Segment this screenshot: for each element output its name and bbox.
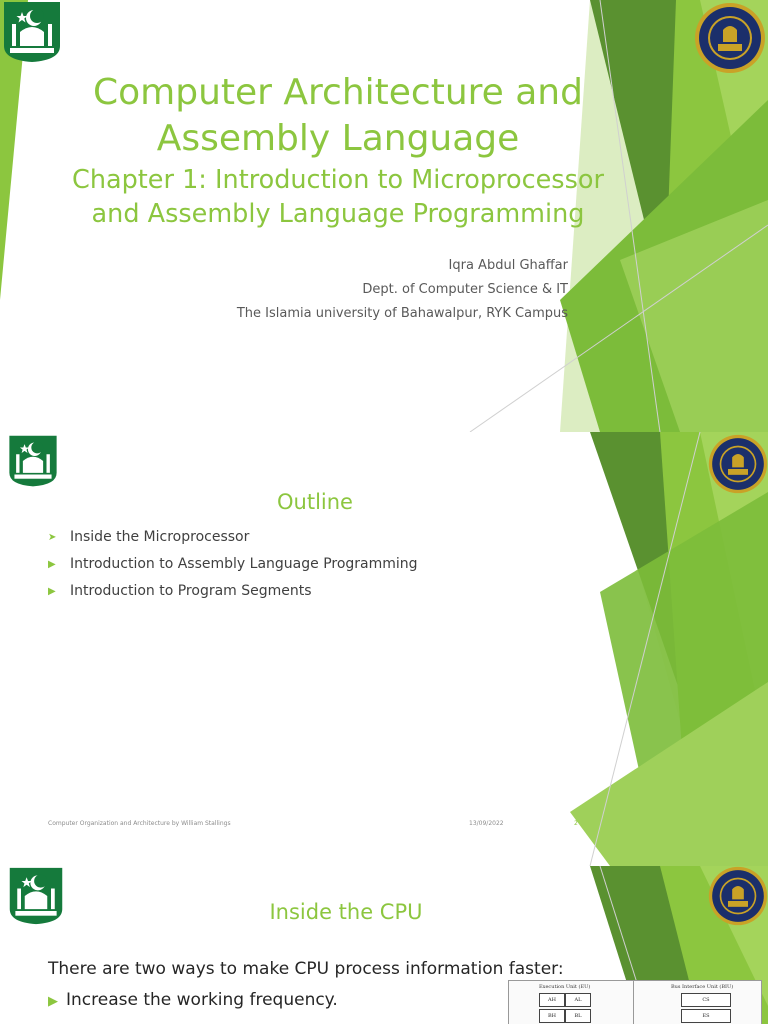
intro-text: There are two ways to make CPU process information faster:: [48, 959, 564, 979]
author-dept: Dept. of Computer Science & IT: [362, 282, 568, 297]
university-crescent-logo-icon: [0, 0, 64, 68]
presentation-title-line1: Computer Architecture and: [93, 72, 583, 113]
biu-header: Bus Interface Unit (BIU): [671, 984, 734, 990]
triangle-right-icon: ▶: [48, 994, 58, 1009]
csit-seal-logo-icon: [708, 866, 768, 930]
triangle-right-icon: ▶: [48, 559, 56, 570]
csit-seal-logo-icon: [708, 434, 768, 498]
footer-date: 13/09/2022: [469, 820, 504, 827]
author-block: [237, 254, 568, 326]
outline-slide: [0, 432, 768, 866]
presentation-title-line2: Assembly Language: [156, 118, 520, 159]
register-bl: BL: [565, 1009, 591, 1023]
list-item: ▶ Introduction to Program Segments: [48, 578, 418, 605]
divider: [633, 981, 634, 1024]
list-item: ▶ Introduction to Assembly Language Programming: [48, 551, 418, 578]
chapter-subtitle-line1: Chapter 1: Introduction to Microprocessor: [72, 165, 604, 195]
arrowhead-small-icon: ➤: [48, 532, 57, 543]
eu-header: Execution Unit (EU): [539, 984, 591, 990]
register-es: ES: [681, 1009, 731, 1023]
register-al: AL: [565, 993, 591, 1007]
list-item: ▶ Increase the working frequency.: [48, 990, 338, 1010]
register-cs: CS: [681, 993, 731, 1007]
title-slide: [0, 0, 768, 432]
chapter-subtitle-line2: and Assembly Language Programming: [91, 199, 585, 229]
author-name: Iqra Abdul Ghaffar: [448, 258, 568, 273]
triangle-right-icon: ▶: [48, 586, 56, 597]
footer-source: Computer Organization and Architecture by William Stallings: [48, 820, 231, 827]
inside-cpu-slide: [0, 866, 768, 1024]
list-item: ➤ Inside the Microprocessor: [48, 524, 418, 551]
cpu-block-diagram: [508, 980, 762, 1024]
csit-seal-logo-icon: [694, 2, 766, 78]
register-ah: AH: [539, 993, 565, 1007]
register-bh: BH: [539, 1009, 565, 1023]
footer-page-number: 2: [574, 820, 578, 827]
author-university: The Islamia university of Bahawalpur, RYK Campus: [236, 306, 568, 321]
university-crescent-logo-icon: [6, 434, 60, 492]
slide-title: Inside the CPU: [269, 900, 423, 924]
outline-list: [48, 524, 418, 605]
outline-title: Outline: [277, 490, 353, 514]
